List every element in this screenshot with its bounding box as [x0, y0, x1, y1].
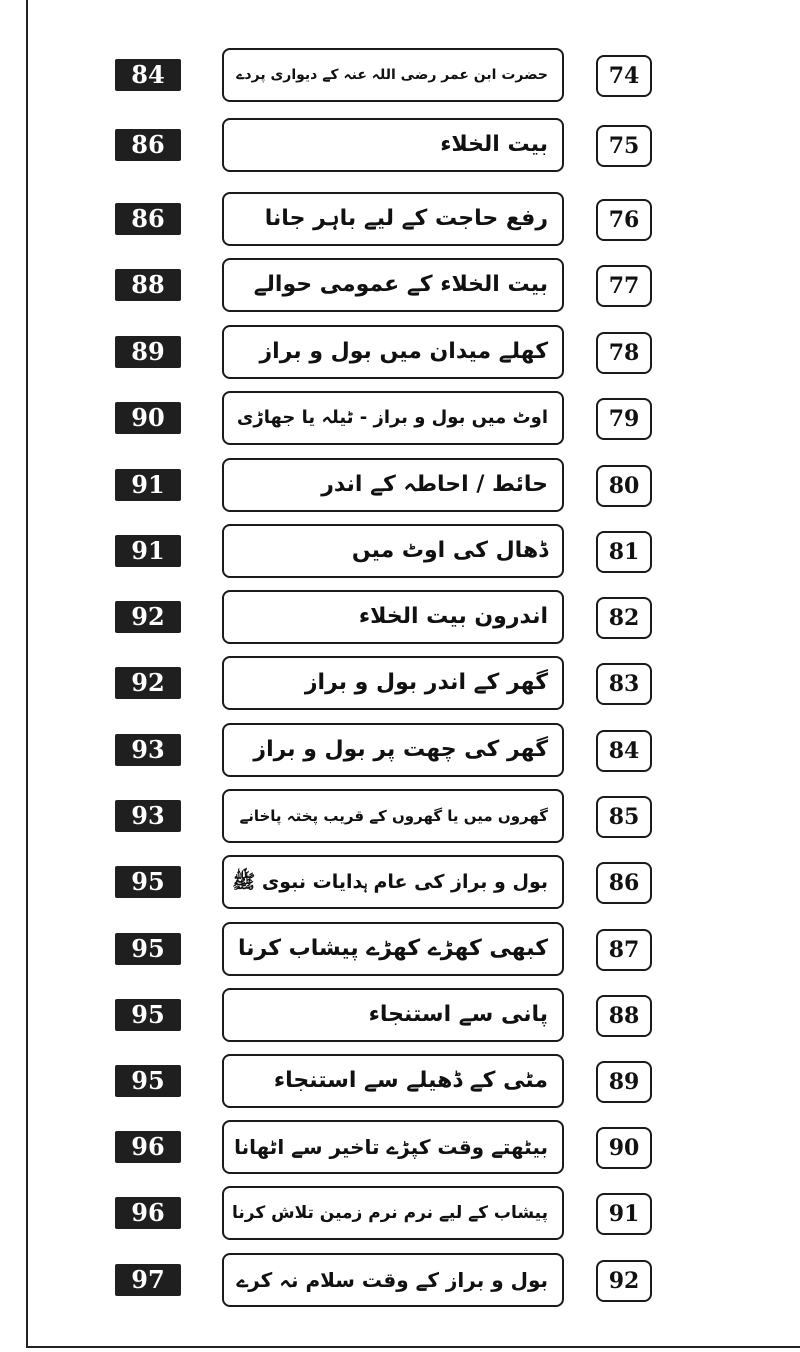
toc-row	[0, 457, 800, 515]
toc-entry-number: 85	[596, 796, 652, 838]
toc-entry-number: 81	[596, 531, 652, 573]
toc-entry-title[interactable]: گھروں میں یا گھروں کے قریب پختہ پاخانے	[222, 789, 564, 843]
page-number-badge: 96	[115, 1197, 181, 1229]
toc-entry-title[interactable]: حائط / احاطہ کے اندر	[222, 458, 564, 512]
toc-entry-title[interactable]: رفع حاجت کے لیے باہر جانا	[222, 192, 564, 246]
page-number-badge: 93	[115, 734, 181, 766]
toc-row	[0, 655, 800, 713]
toc-entry-title[interactable]: بول و براز کی عام ہدایات نبوی ﷺ	[222, 855, 564, 909]
toc-row	[0, 987, 800, 1045]
toc-entry-title[interactable]: اوٹ میں بول و براز - ٹیلہ یا جھاڑی	[222, 391, 564, 445]
page-number-badge: 93	[115, 800, 181, 832]
toc-entry-number: 82	[596, 597, 652, 639]
toc-row	[0, 921, 800, 979]
toc-entry-number: 88	[596, 995, 652, 1037]
toc-entry-number: 92	[596, 1260, 652, 1302]
toc-row	[0, 390, 800, 448]
toc-entry-number: 75	[596, 125, 652, 167]
toc-row	[0, 523, 800, 581]
toc-entry-title[interactable]: بیت الخلاء کے عمومی حوالے	[222, 258, 564, 312]
toc-entry-title[interactable]: اندرون بیت الخلاء	[222, 590, 564, 644]
toc-row	[0, 47, 800, 105]
toc-entry-number: 87	[596, 929, 652, 971]
toc-entry-title[interactable]: حضرت ابن عمر رضی اللہ عنہ کے دیواری پردے	[222, 48, 564, 102]
toc-entry-title[interactable]: مٹی کے ڈھیلے سے استنجاء	[222, 1054, 564, 1108]
toc-entry-title[interactable]: کبھی کھڑے کھڑے پیشاب کرنا	[222, 922, 564, 976]
page-number-badge: 95	[115, 866, 181, 898]
page-number-badge: 97	[115, 1264, 181, 1296]
toc-entry-number: 79	[596, 398, 652, 440]
toc-entry-number: 74	[596, 55, 652, 97]
toc-row	[0, 1252, 800, 1310]
toc-entry-number: 78	[596, 332, 652, 374]
toc-entry-title[interactable]: گھر کے اندر بول و براز	[222, 656, 564, 710]
page-number-badge: 86	[115, 203, 181, 235]
page-number-badge: 86	[115, 129, 181, 161]
toc-row	[0, 257, 800, 315]
page-number-badge: 95	[115, 1065, 181, 1097]
toc-entry-number: 91	[596, 1193, 652, 1235]
toc-row	[0, 117, 800, 175]
toc-entry-number: 76	[596, 199, 652, 241]
toc-entry-number: 84	[596, 730, 652, 772]
page-number-badge: 91	[115, 469, 181, 501]
toc-row	[0, 722, 800, 780]
toc-entry-number: 83	[596, 663, 652, 705]
toc-entry-number: 89	[596, 1061, 652, 1103]
toc-entry-number: 77	[596, 265, 652, 307]
toc-entry-number: 90	[596, 1127, 652, 1169]
page-number-badge: 96	[115, 1131, 181, 1163]
toc-entry-number: 86	[596, 862, 652, 904]
toc-row	[0, 1119, 800, 1177]
page-number-badge: 95	[115, 999, 181, 1031]
toc-entry-number: 80	[596, 465, 652, 507]
toc-row	[0, 1053, 800, 1111]
toc-entry-title[interactable]: پانی سے استنجاء	[222, 988, 564, 1042]
page-number-badge: 91	[115, 535, 181, 567]
page-number-badge: 92	[115, 601, 181, 633]
toc-row	[0, 191, 800, 249]
toc-entry-title[interactable]: گھر کی چھت پر بول و براز	[222, 723, 564, 777]
toc-entry-title[interactable]: بیت الخلاء	[222, 118, 564, 172]
toc-entry-title[interactable]: بیٹھتے وقت کپڑے تاخیر سے اٹھانا	[222, 1120, 564, 1174]
toc-entry-title[interactable]: ڈھال کی اوٹ میں	[222, 524, 564, 578]
toc-entry-title[interactable]: پیشاب کے لیے نرم نرم زمین تلاش کرنا	[222, 1186, 564, 1240]
page-number-badge: 88	[115, 269, 181, 301]
toc-row	[0, 854, 800, 912]
page-number-badge: 84	[115, 59, 181, 91]
toc-entry-title[interactable]: بول و براز کے وقت سلام نہ کرے	[222, 1253, 564, 1307]
page-number-badge: 90	[115, 402, 181, 434]
toc-row	[0, 1185, 800, 1243]
toc-row	[0, 324, 800, 382]
page-number-badge: 89	[115, 336, 181, 368]
toc-entry-title[interactable]: کھلے میدان میں بول و براز	[222, 325, 564, 379]
toc-row	[0, 589, 800, 647]
page-number-badge: 95	[115, 933, 181, 965]
toc-row	[0, 788, 800, 846]
page-number-badge: 92	[115, 667, 181, 699]
